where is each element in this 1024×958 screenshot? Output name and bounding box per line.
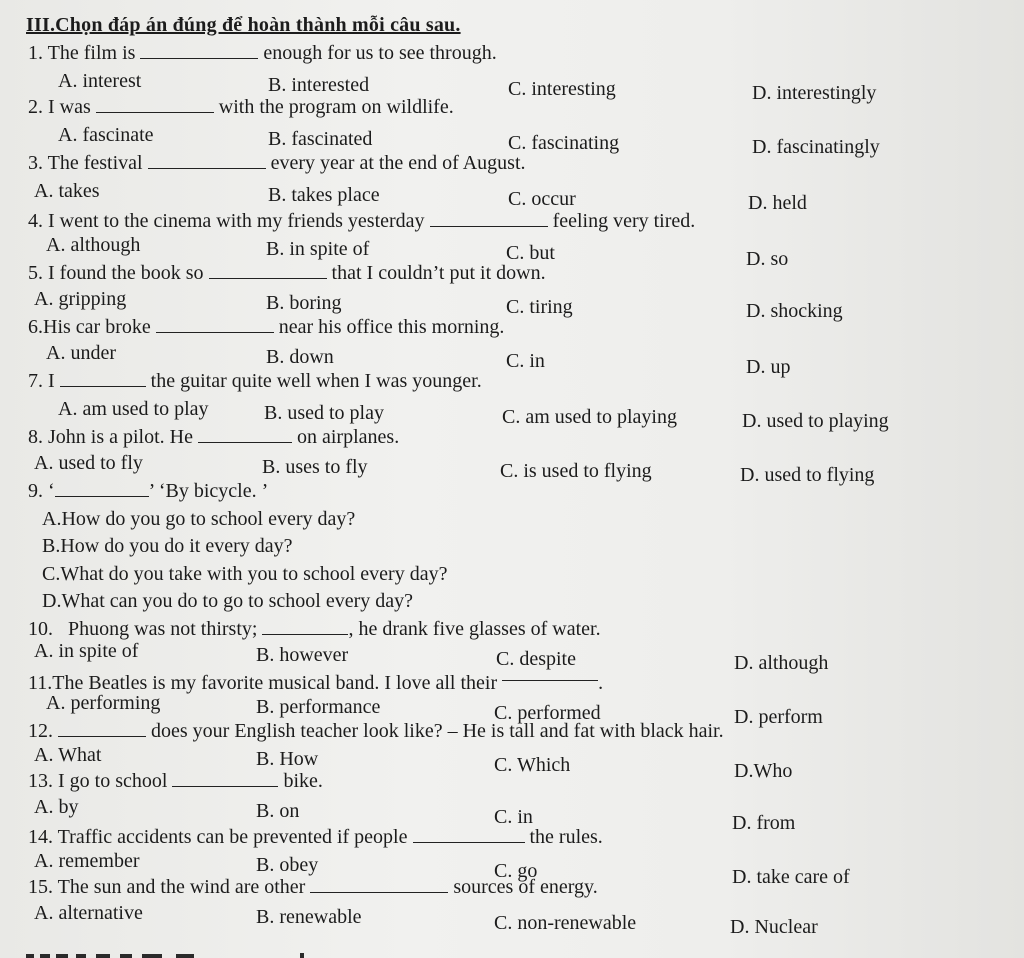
answer-blank: [198, 428, 292, 443]
option-d: D. Nuclear: [730, 916, 818, 938]
question-11: 11.The Beatles is my favorite musical band. I love all their .: [28, 672, 603, 694]
answer-blank: [209, 264, 327, 279]
option-b: B. in spite of: [266, 238, 370, 260]
question-7: 7. I the guitar quite well when I was younger.: [28, 370, 482, 392]
option-d: D.Who: [734, 760, 793, 782]
option-c: C. Which: [494, 754, 571, 776]
option-a: A. alternative: [34, 902, 143, 924]
option-a: A. used to fly: [34, 452, 143, 474]
question-14: 14. Traffic accidents can be prevented if people the rules.: [28, 826, 603, 848]
option-a: A. interest: [58, 70, 142, 92]
option-c: C. am used to playing: [502, 406, 677, 428]
option-c: C. in: [506, 350, 545, 372]
option-c: C. non-renewable: [494, 912, 637, 934]
option-b: B. How: [256, 748, 319, 770]
question-3: 3. The festival every year at the end of August.: [28, 152, 526, 174]
option-a: A. under: [46, 342, 116, 364]
option-d: D. although: [734, 652, 829, 674]
option-d: D. used to playing: [742, 410, 889, 432]
question-6: 6.His car broke near his office this morning.: [28, 316, 505, 338]
option-b: B. takes place: [268, 184, 380, 206]
question-8: 8. John is a pilot. He on airplanes.: [28, 426, 400, 448]
answer-blank: [262, 620, 348, 635]
answer-blank: [140, 44, 258, 59]
option-d: D. perform: [734, 706, 823, 728]
option-c: C. fascinating: [508, 132, 620, 154]
answer-blank: [148, 154, 266, 169]
question-1: 1. The film is enough for us to see through.: [28, 42, 497, 64]
option-d: D.What can you do to go to school every day?: [42, 590, 414, 612]
option-b: B. down: [266, 346, 334, 368]
option-c: C. but: [506, 242, 555, 264]
option-c: C. despite: [496, 648, 576, 670]
option-d: D. so: [746, 248, 789, 270]
answer-blank: [58, 722, 146, 737]
option-d: D. up: [746, 356, 791, 378]
question-10: 10. Phuong was not thirsty; , he drank five glasses of water.: [28, 618, 601, 640]
answer-blank: [502, 666, 598, 681]
option-a: A. although: [46, 234, 141, 256]
question-2: 2. I was with the program on wildlife.: [28, 96, 454, 118]
option-b: B. on: [256, 800, 300, 822]
cropped-text-fragment: [0, 948, 1024, 958]
question-12: 12. does your English teacher look like? – He is tall and fat with black hair.: [28, 720, 724, 742]
option-b: B. uses to fly: [262, 456, 368, 478]
option-a: A. in spite of: [34, 640, 139, 662]
option-a: A. performing: [46, 692, 161, 714]
option-d: D. used to flying: [740, 464, 875, 486]
question-5: 5. I found the book so that I couldn’t put it down.: [28, 262, 546, 284]
question-9: 9. ‘ ’ ‘By bicycle. ’: [28, 480, 269, 502]
answer-blank: [96, 98, 214, 113]
option-a: A. am used to play: [58, 398, 209, 420]
option-a: A. takes: [34, 180, 100, 202]
option-c: C.What do you take with you to school every day?: [42, 563, 448, 585]
option-a: A. What: [34, 744, 102, 766]
answer-blank: [413, 828, 525, 843]
question-15: 15. The sun and the wind are other sources of energy.: [28, 876, 598, 898]
option-b: B. renewable: [256, 906, 362, 928]
option-d: D. shocking: [746, 300, 843, 322]
section-title: III.Chọn đáp án đúng để hoàn thành mỗi câu sau.: [26, 14, 461, 36]
option-c: C. is used to flying: [500, 460, 652, 482]
option-b: B. obey: [256, 854, 319, 876]
option-b: B.How do you do it every day?: [42, 535, 293, 557]
option-c: C. performed: [494, 702, 601, 724]
answer-blank: [172, 772, 278, 787]
answer-blank: [55, 482, 149, 497]
option-b: B. fascinated: [268, 128, 373, 150]
option-c: C. occur: [508, 188, 576, 210]
option-d: D. fascinatingly: [752, 136, 880, 158]
option-c: C. interesting: [508, 78, 616, 100]
option-b: B. boring: [266, 292, 342, 314]
option-b: B. performance: [256, 696, 381, 718]
option-c: C. in: [494, 806, 533, 828]
answer-blank: [60, 372, 146, 387]
option-c: C. tiring: [506, 296, 573, 318]
answer-blank: [310, 878, 448, 893]
answer-blank: [156, 318, 274, 333]
option-a: A. by: [34, 796, 79, 818]
question-number: 1.: [28, 42, 43, 64]
option-c: C. go: [494, 860, 538, 882]
option-d: D. interestingly: [752, 82, 877, 104]
option-b: B. used to play: [264, 402, 384, 424]
option-a: A.How do you go to school every day?: [42, 508, 356, 530]
option-d: D. from: [732, 812, 796, 834]
question-13: 13. I go to school bike.: [28, 770, 323, 792]
answer-blank: [430, 212, 548, 227]
option-a: A. gripping: [34, 288, 127, 310]
question-4: 4. I went to the cinema with my friends yesterday feeling very tired.: [28, 210, 696, 232]
option-b: B. however: [256, 644, 349, 666]
option-d: D. held: [748, 192, 807, 214]
option-a: A. remember: [34, 850, 140, 872]
option-b: B. interested: [268, 74, 370, 96]
option-d: D. take care of: [732, 866, 850, 888]
option-a: A. fascinate: [58, 124, 154, 146]
